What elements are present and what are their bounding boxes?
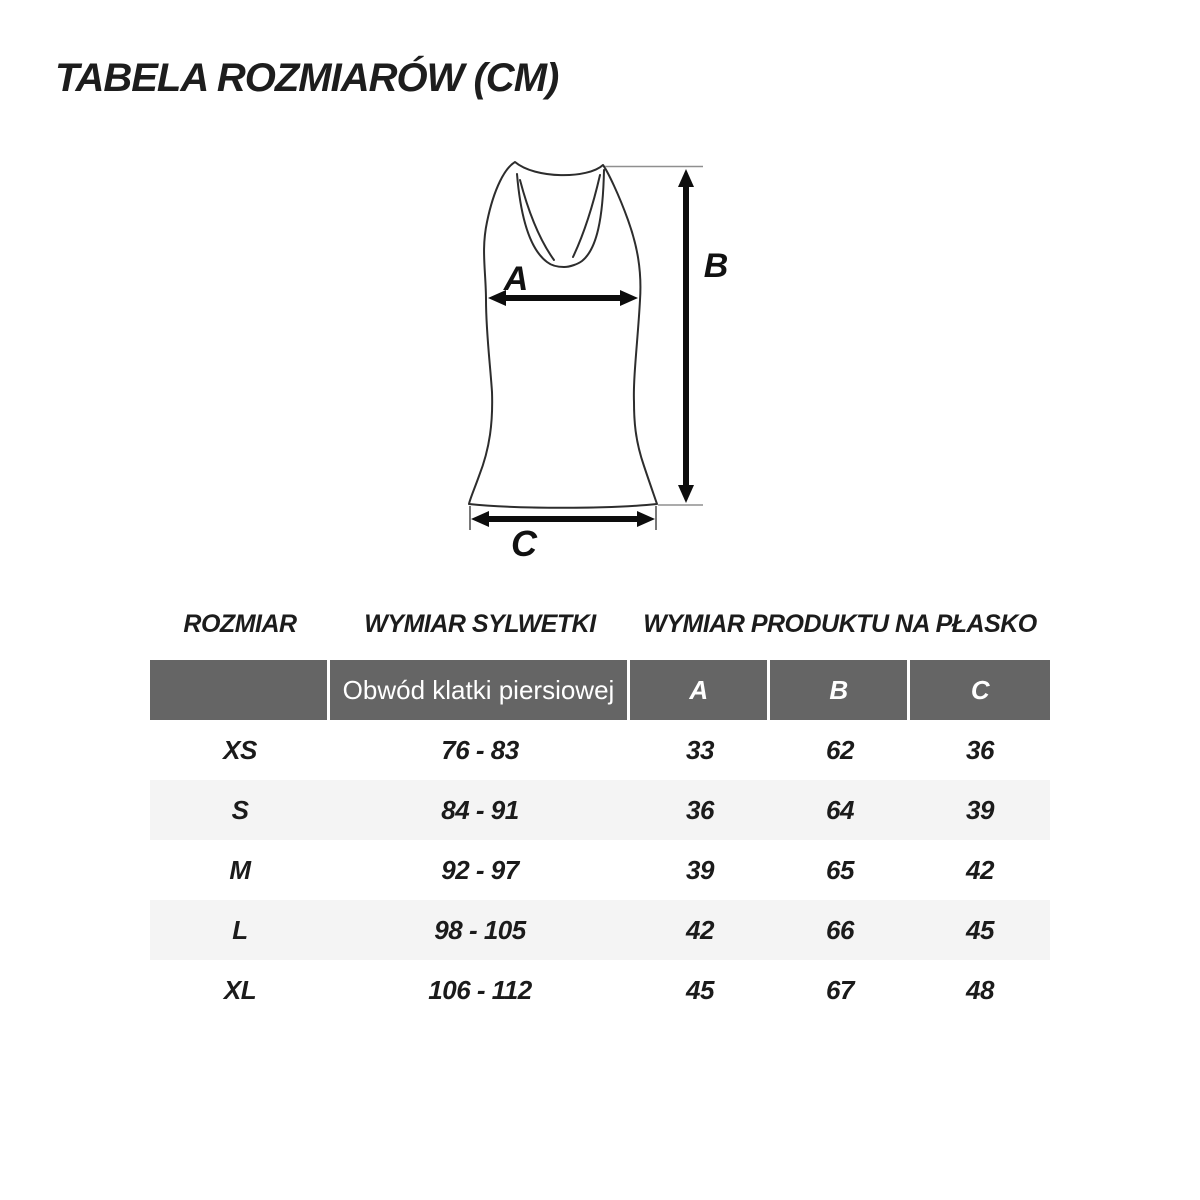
page-title: TABELA ROZMIARÓW (CM) bbox=[55, 56, 559, 100]
cell-c: 42 bbox=[966, 854, 994, 885]
arrow-c bbox=[471, 511, 655, 527]
cell-b: 64 bbox=[770, 780, 910, 840]
group-header-product: WYMIAR PRODUKTU NA PŁASKO bbox=[643, 609, 1037, 638]
cell-a: 39 bbox=[686, 854, 714, 885]
cell-c: 36 bbox=[966, 734, 994, 765]
group-header-body: WYMIAR SYLWETKI bbox=[364, 609, 596, 638]
cell-a: 45 bbox=[686, 974, 714, 1005]
cell-size: XL bbox=[223, 974, 257, 1005]
size-table bbox=[150, 604, 1050, 1020]
cell-a: 42 bbox=[630, 900, 770, 960]
table-row-s bbox=[150, 780, 1050, 840]
tank-top-measurement-diagram bbox=[440, 130, 760, 580]
cell-chest: 106 - 112 bbox=[428, 974, 532, 1005]
cell-b: 62 bbox=[826, 734, 854, 765]
dim-label-a: A bbox=[503, 260, 529, 298]
cell-c: 39 bbox=[910, 780, 1050, 840]
cell-c: 45 bbox=[910, 900, 1050, 960]
arrow-b bbox=[678, 169, 694, 503]
table-header-row bbox=[150, 660, 1050, 720]
neckline-scoop bbox=[517, 170, 604, 267]
cell-size: M bbox=[229, 854, 251, 885]
group-header-size: ROZMIAR bbox=[183, 609, 297, 638]
cell-size: L bbox=[150, 900, 330, 960]
header-cell-a: A bbox=[630, 660, 770, 720]
table-row-xs bbox=[150, 720, 1050, 780]
cell-chest: 76 - 83 bbox=[441, 734, 519, 765]
header-cell-b: B bbox=[770, 660, 910, 720]
cell-b: 65 bbox=[826, 854, 854, 885]
cell-b: 67 bbox=[826, 974, 854, 1005]
cell-a: 33 bbox=[686, 734, 714, 765]
table-row-l bbox=[150, 900, 1050, 960]
dim-label-c: C bbox=[511, 523, 537, 564]
cell-b: 66 bbox=[770, 900, 910, 960]
header-cell-c: C bbox=[910, 660, 1050, 720]
cell-a: 36 bbox=[630, 780, 770, 840]
tank-top-outline bbox=[469, 162, 657, 508]
tank-top-diagram-svg bbox=[440, 130, 760, 580]
table-row-xl bbox=[150, 960, 1050, 1020]
dim-label-b: B bbox=[703, 247, 729, 285]
cell-size: XS bbox=[223, 734, 257, 765]
cell-chest: 92 - 97 bbox=[441, 854, 519, 885]
cell-chest: 84 - 91 bbox=[330, 780, 630, 840]
cell-size: S bbox=[150, 780, 330, 840]
cell-chest: 98 - 105 bbox=[330, 900, 630, 960]
table-group-headers bbox=[150, 604, 1050, 644]
header-cell-size bbox=[150, 660, 330, 720]
table-row-m bbox=[150, 840, 1050, 900]
cell-c: 48 bbox=[966, 974, 994, 1005]
racerback-seam-right bbox=[573, 175, 600, 257]
header-cell-chest: Obwód klatki piersiowej bbox=[330, 660, 630, 720]
